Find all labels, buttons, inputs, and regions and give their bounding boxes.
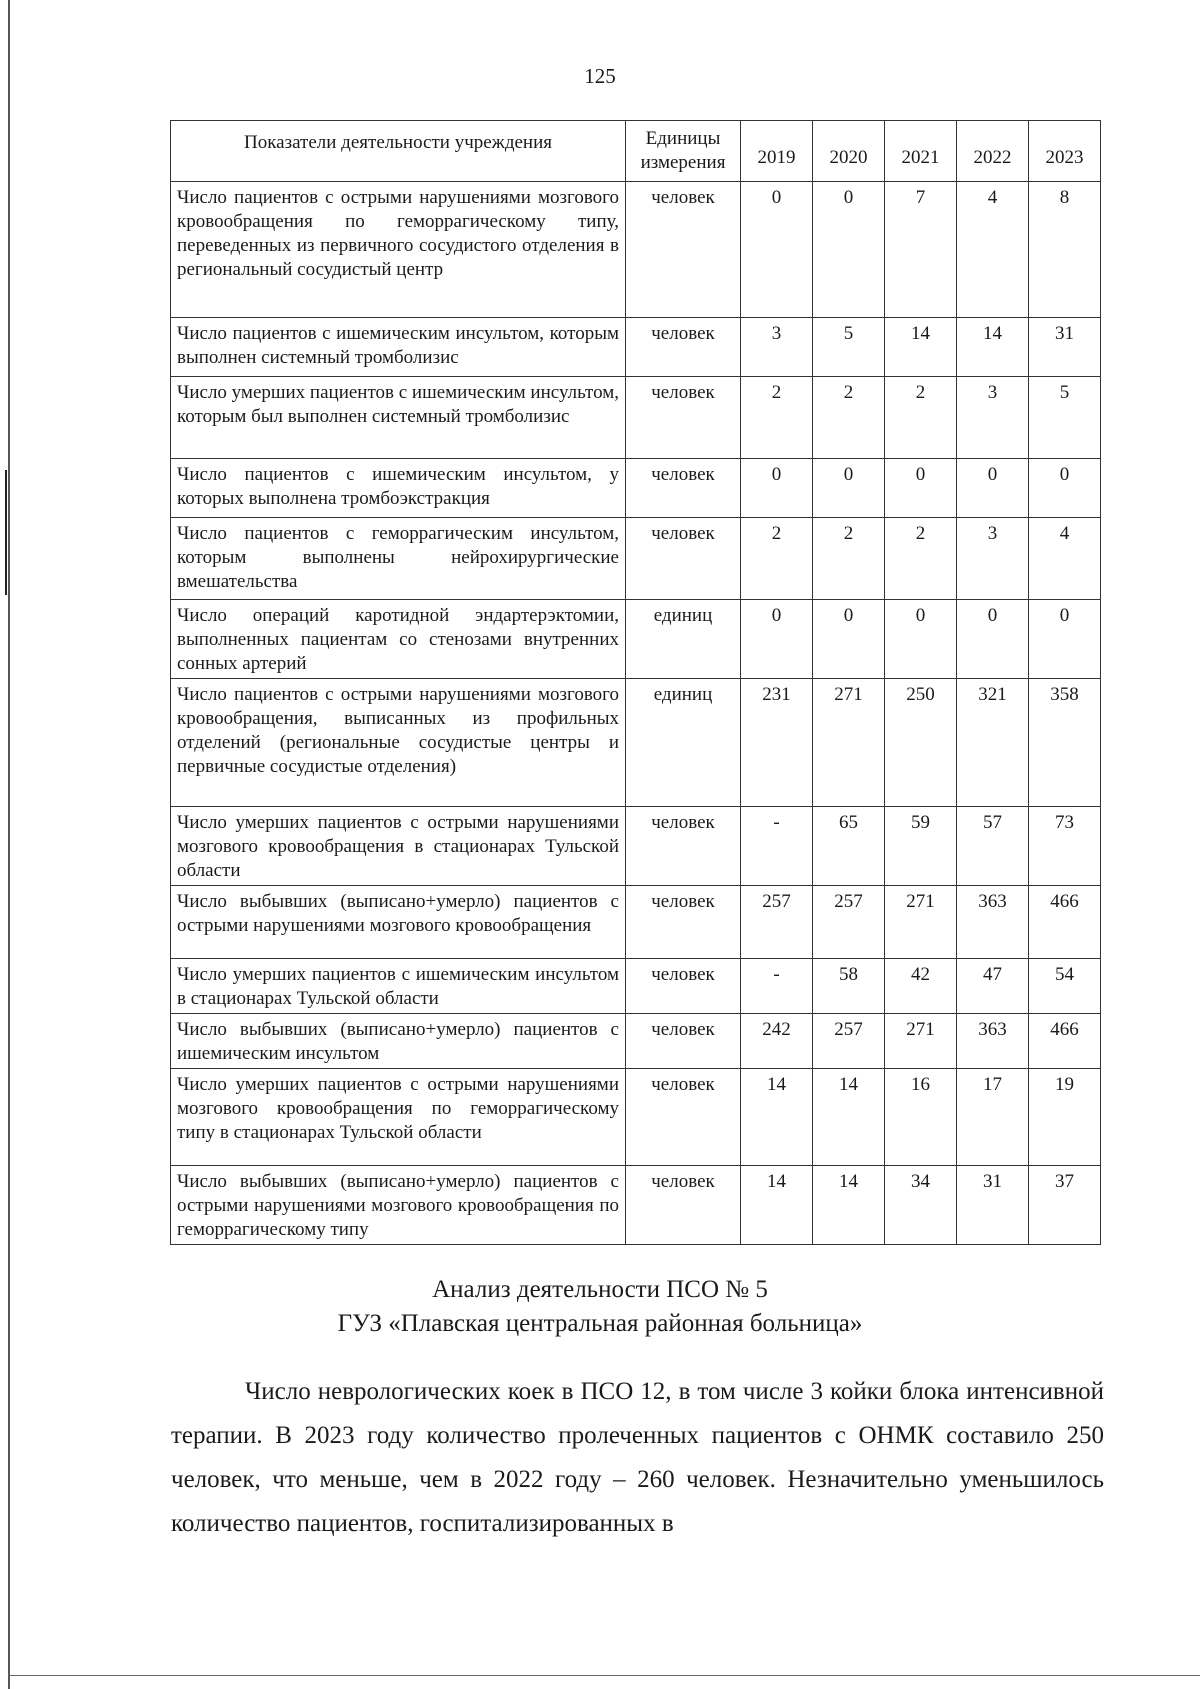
row-unit: человек [626, 807, 741, 886]
row-value-2022: 0 [957, 459, 1029, 518]
row-value-2021: 14 [885, 318, 957, 377]
row-value-2020: 2 [813, 518, 885, 600]
table-row [171, 377, 1101, 459]
row-value-2019: 0 [741, 182, 813, 318]
table-row [171, 182, 1101, 318]
row-indicator: Число умерших пациентов с ишемическим инсультом, которым был выполнен системный тромболизис [171, 377, 626, 459]
row-value-2019: 257 [741, 886, 813, 959]
row-value-2020: 0 [813, 459, 885, 518]
header-year-2021: 2021 [885, 121, 957, 182]
row-unit: человек [626, 518, 741, 600]
row-value-2021: 271 [885, 1014, 957, 1069]
body-paragraph: Число неврологических коек в ПСО 12, в том числе 3 койки блока интенсивной терапии. В 2023 году количество пролеченных пациентов с ОНМК составило 250 человек, что меньше, чем в 2022 году – 260 человек. Незначительно уменьшилось количество пациентов, госпитализированных в [171, 1378, 1104, 1537]
row-value-2022: 0 [957, 600, 1029, 679]
table-row [171, 679, 1101, 807]
table-row [171, 318, 1101, 377]
row-value-2021: 59 [885, 807, 957, 886]
row-value-2022: 14 [957, 318, 1029, 377]
row-unit: человек [626, 459, 741, 518]
row-value-2021: 271 [885, 886, 957, 959]
row-value-2021: 7 [885, 182, 957, 318]
row-indicator: Число операций каротидной эндартерэктомии, выполненных пациентам со стенозами внутренних сонных артерий [171, 600, 626, 679]
row-value-2023: 5 [1029, 377, 1101, 459]
row-value-2022: 321 [957, 679, 1029, 807]
page-number: 125 [584, 64, 616, 88]
table-row [171, 1014, 1101, 1069]
row-value-2023: 54 [1029, 959, 1101, 1014]
row-value-2023: 73 [1029, 807, 1101, 886]
row-value-2022: 4 [957, 182, 1029, 318]
row-value-2021: 0 [885, 600, 957, 679]
row-indicator: Число умерших пациентов с острыми нарушениями мозгового кровообращения в стационарах Тульской области [171, 807, 626, 886]
row-value-2019: 14 [741, 1069, 813, 1166]
row-unit: человек [626, 886, 741, 959]
row-indicator: Число пациентов с острыми нарушениями мозгового кровообращения по геморрагическому типу, переведенных из первичного сосудистого отделения в региональный сосудистый центр [171, 182, 626, 318]
row-unit: человек [626, 182, 741, 318]
row-value-2019: - [741, 959, 813, 1014]
row-indicator: Число выбывших (выписано+умерло) пациентов с острыми нарушениями мозгового кровообращения [171, 886, 626, 959]
row-unit: единиц [626, 679, 741, 807]
row-value-2023: 37 [1029, 1166, 1101, 1245]
row-value-2022: 363 [957, 886, 1029, 959]
row-value-2023: 8 [1029, 182, 1101, 318]
row-unit: человек [626, 959, 741, 1014]
header-unit: Единицы измерения [626, 121, 741, 182]
table-row [171, 959, 1101, 1014]
row-value-2021: 16 [885, 1069, 957, 1166]
row-value-2019: 0 [741, 600, 813, 679]
header-year-2022: 2022 [957, 121, 1029, 182]
row-unit: человек [626, 318, 741, 377]
row-unit: человек [626, 1069, 741, 1166]
row-indicator: Число пациентов с ишемическим инсультом, которым выполнен системный тромболизис [171, 318, 626, 377]
row-value-2022: 17 [957, 1069, 1029, 1166]
row-value-2023: 466 [1029, 886, 1101, 959]
header-year-2020: 2020 [813, 121, 885, 182]
row-unit: единиц [626, 600, 741, 679]
row-value-2019: 2 [741, 377, 813, 459]
row-value-2019: 2 [741, 518, 813, 600]
table-row [171, 1069, 1101, 1166]
row-value-2020: 5 [813, 318, 885, 377]
row-unit: человек [626, 377, 741, 459]
row-value-2020: 14 [813, 1069, 885, 1166]
row-value-2023: 466 [1029, 1014, 1101, 1069]
row-value-2020: 58 [813, 959, 885, 1014]
table-row [171, 1166, 1101, 1245]
row-value-2019: 0 [741, 459, 813, 518]
table-row [171, 886, 1101, 959]
section-title-line1: Анализ деятельности ПСО № 5 [432, 1276, 768, 1303]
table-row [171, 518, 1101, 600]
scan-edge-left [8, 0, 10, 1689]
row-value-2020: 0 [813, 182, 885, 318]
row-indicator: Число выбывших (выписано+умерло) пациентов с острыми нарушениями мозгового кровообращения по геморрагическому типу [171, 1166, 626, 1245]
row-value-2020: 271 [813, 679, 885, 807]
row-value-2019: - [741, 807, 813, 886]
row-value-2023: 19 [1029, 1069, 1101, 1166]
table-header-row [171, 121, 1101, 182]
row-value-2023: 0 [1029, 600, 1101, 679]
row-value-2022: 363 [957, 1014, 1029, 1069]
row-value-2021: 34 [885, 1166, 957, 1245]
header-year-2023: 2023 [1029, 121, 1101, 182]
row-value-2022: 47 [957, 959, 1029, 1014]
row-indicator: Число пациентов с острыми нарушениями мозгового кровообращения, выписанных из профильных отделений (региональные сосудистые центры и первичные сосудистые отделения) [171, 679, 626, 807]
row-indicator: Число пациентов с геморрагическим инсультом, которым выполнены нейрохирургические вмешательства [171, 518, 626, 600]
row-value-2019: 242 [741, 1014, 813, 1069]
section-title-line2: ГУЗ «Плавская центральная районная больница» [337, 1310, 863, 1337]
row-value-2021: 0 [885, 459, 957, 518]
table-row [171, 807, 1101, 886]
row-value-2020: 65 [813, 807, 885, 886]
row-value-2021: 250 [885, 679, 957, 807]
row-value-2022: 3 [957, 377, 1029, 459]
row-value-2023: 358 [1029, 679, 1101, 807]
row-indicator: Число выбывших (выписано+умерло) пациентов с ишемическим инсультом [171, 1014, 626, 1069]
row-value-2019: 231 [741, 679, 813, 807]
row-value-2021: 42 [885, 959, 957, 1014]
row-value-2020: 0 [813, 600, 885, 679]
row-indicator: Число умерших пациентов с острыми нарушениями мозгового кровообращения по геморрагическому типу в стационарах Тульской области [171, 1069, 626, 1166]
scan-edge-mark [5, 470, 7, 595]
row-value-2020: 257 [813, 886, 885, 959]
row-value-2019: 3 [741, 318, 813, 377]
row-unit: человек [626, 1014, 741, 1069]
row-value-2021: 2 [885, 377, 957, 459]
row-unit: человек [626, 1166, 741, 1245]
row-value-2023: 4 [1029, 518, 1101, 600]
row-value-2022: 31 [957, 1166, 1029, 1245]
table-row [171, 459, 1101, 518]
row-value-2023: 31 [1029, 318, 1101, 377]
scan-edge-bottom [8, 1675, 1200, 1676]
row-value-2019: 14 [741, 1166, 813, 1245]
row-value-2020: 257 [813, 1014, 885, 1069]
row-value-2020: 14 [813, 1166, 885, 1245]
row-indicator: Число умерших пациентов с ишемическим инсультом в стационарах Тульской области [171, 959, 626, 1014]
row-value-2020: 2 [813, 377, 885, 459]
header-year-2019: 2019 [741, 121, 813, 182]
row-value-2023: 0 [1029, 459, 1101, 518]
indicators-table [170, 120, 1101, 1245]
row-value-2021: 2 [885, 518, 957, 600]
table-row [171, 600, 1101, 679]
row-indicator: Число пациентов с ишемическим инсультом, у которых выполнена тромбоэкстракция [171, 459, 626, 518]
row-value-2022: 3 [957, 518, 1029, 600]
row-value-2022: 57 [957, 807, 1029, 886]
header-indicator: Показатели деятельности учреждения [171, 121, 626, 182]
